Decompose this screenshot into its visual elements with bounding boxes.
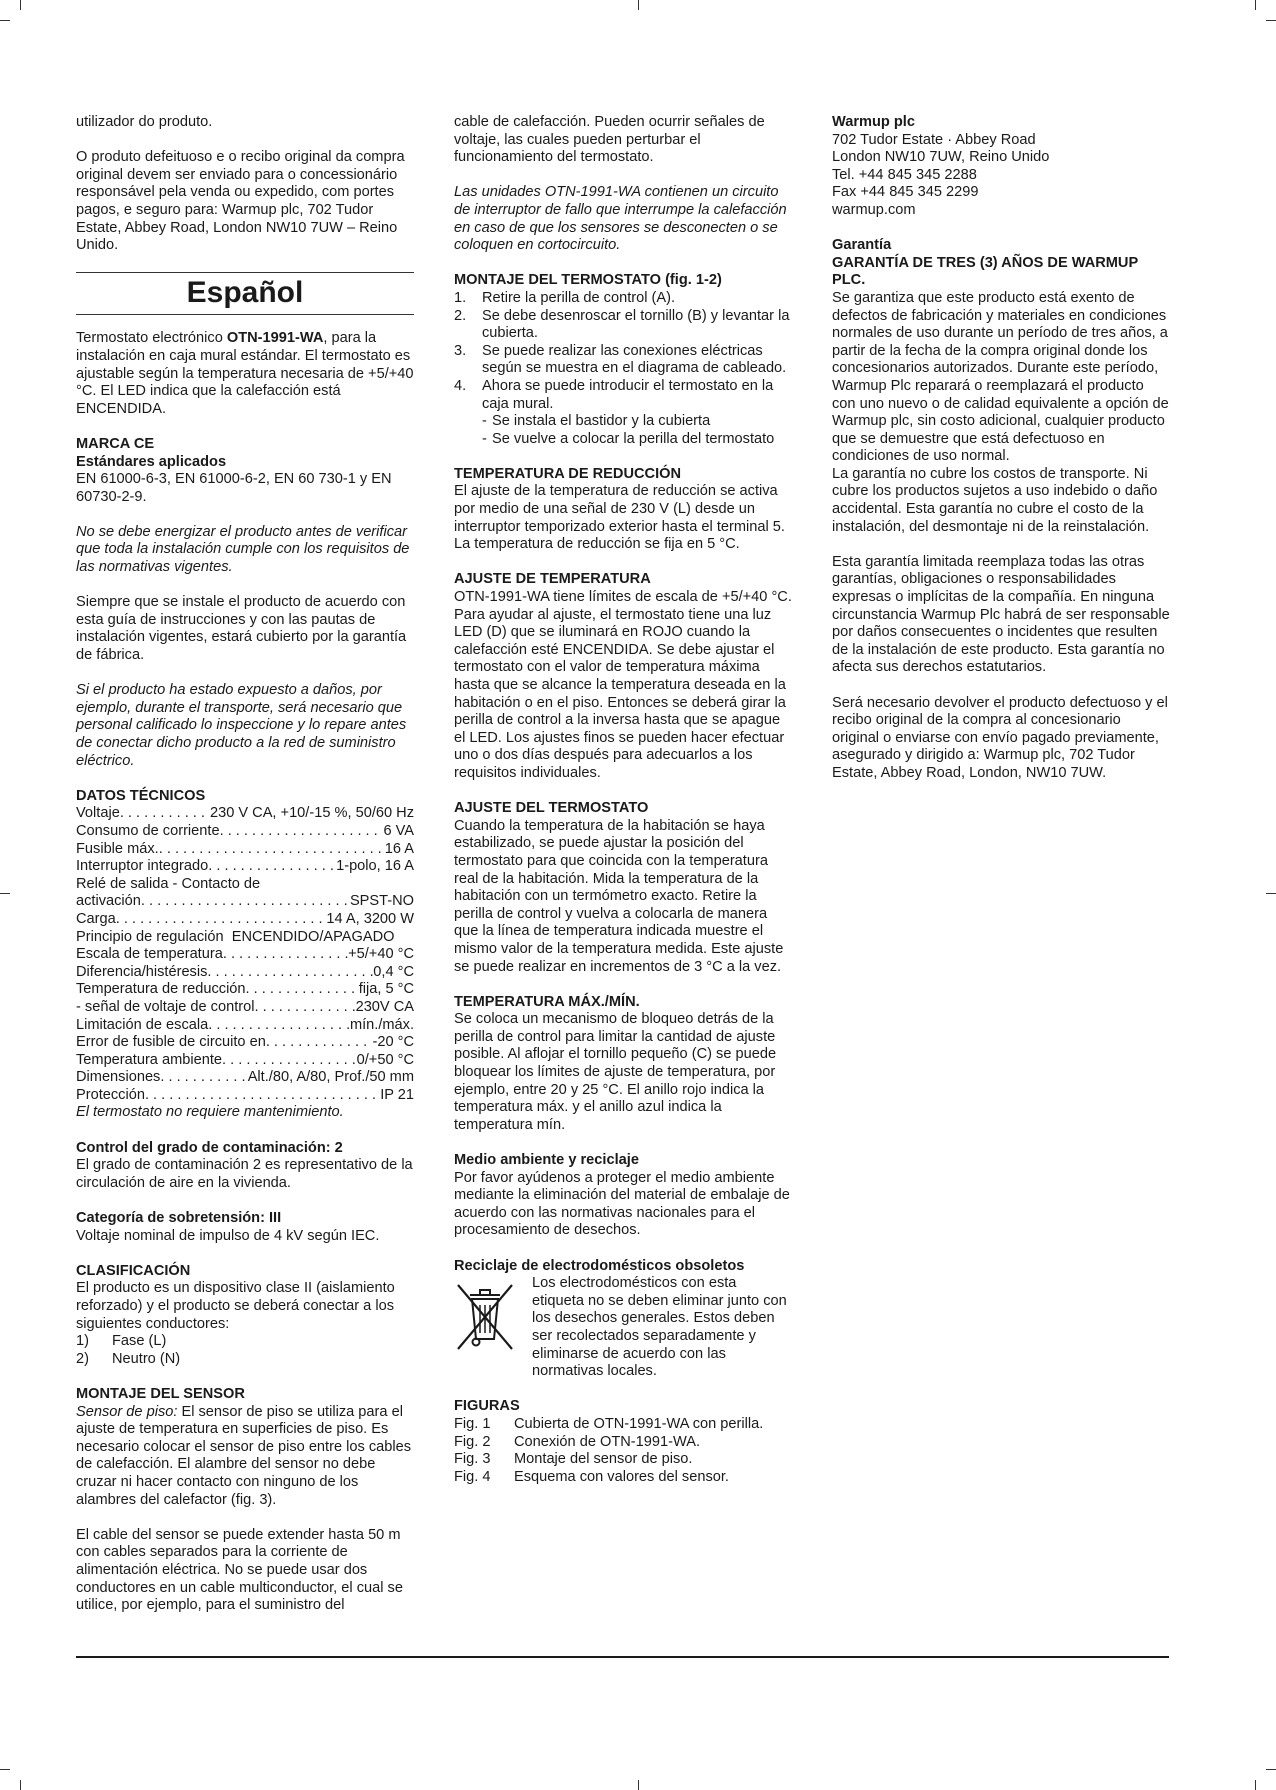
- overvoltage-heading: Categoría de sobretensión: III: [76, 1210, 282, 1227]
- sensor-block: [76, 1386, 414, 1509]
- mount-heading: MONTAJE DEL TERMOSTATO (fig. 1-2): [454, 272, 722, 289]
- crop-mark: [0, 1769, 10, 1770]
- list-item: 1) Fase (L): [76, 1333, 167, 1350]
- figures-block: [454, 1398, 792, 1486]
- list-item: Fig. 2 Conexión de OTN-1991-WA.: [454, 1433, 701, 1450]
- ce-subheading: Estándares aplicados: [76, 453, 227, 470]
- mount-block: [454, 272, 792, 448]
- overvoltage-text: Voltaje nominal de impulso de 4 kV según IEC.: [76, 1227, 380, 1244]
- sensor-text-2: El cable del sensor se puede extender hasta 50 m con cables separados para la corriente de alimentación eléctrica. No se puede usar dos conductores en un cable multiconductor, el cual se utilice, por ejemplo, para el suministro del: [76, 1526, 403, 1614]
- address-line: London NW10 7UW, Reino Unido: [832, 149, 1050, 166]
- temp-adjust-text: OTN-1991-WA tiene límites de escala de +5/+40 °C. Para ayudar al ajuste, el termostato tiene una luz LED (D) que se iluminará en ROJO cuando la calefacción esté ENCENDIDA. Se debe ajustar el termostato con el valor de temperatura máxima hasta que se alcance la temperatura deseada en la habitación o en el piso. Entonces se deberá girar la perilla de control a la inversa hasta que se apague el LED. Los ajustes finos se pueden hacer efectuar uno o dos días después para adecuarlos a los requisitos individuales.: [454, 589, 792, 781]
- spec-row: Diferencia/histéresis . . . 0,4 °C: [76, 964, 414, 982]
- reduction-text: El ajuste de la temperatura de reducción se activa por medio de una señal de 230 V (L) desde un interruptor temporizado exterior hasta el terminal 5. La temperatura de reducción se fija en 5 °C.: [454, 483, 785, 553]
- spec-row: activación . . . SPST-NO: [76, 893, 414, 911]
- sensor-text: Sensor de piso: El sensor de piso se utiliza para el ajuste de temperatura en superficies de piso. Es necesario colocar el sensor de piso entre los cables de calefacción. El alambre del sensor no debe cruzar ni hacer contacto con ninguno de los alambres del calefactor (fig. 3).: [76, 1403, 412, 1508]
- sensor-heading: MONTAJE DEL SENSOR: [76, 1385, 245, 1402]
- warranty-heading: Garantía: [832, 237, 892, 254]
- spec-row: Voltaje . . . 230 V CA, +10/-15 %, 50/60 Hz: [76, 805, 414, 823]
- spec-row: Relé de salida - Contacto de: [76, 875, 261, 892]
- return-paragraph: Será necesario devolver el producto defectuoso y el recibo original de la compra al concesionario original o enviarse con envío pagado previamente, asegurado y dirigido a: Warmup plc, 702 Tudor Estate, Abbey Road, London, NW10 7UW.: [832, 694, 1168, 781]
- list-item: Fig. 3 Montaje del sensor de piso.: [454, 1451, 693, 1468]
- crop-mark: [20, 0, 21, 10]
- warranty-text: Se garantiza que este producto está exento de defectos de fabricación y materiales en condiciones normales de uso durante un período de tres años, a partir de la fecha de la compra original donde los concesionarios autorizados. Durante este período, Warmup Plc reparará o reemplazará el producto con uno nuevo o de calidad equivalente a opción de Warmup plc, sin costo adicional, cualquier producto que se demuestre que está defectuoso en condiciones de uso normal.: [832, 289, 1169, 465]
- company-address-block: [832, 114, 1170, 220]
- spec-row: Limitación de escala . . . mín./máx.: [76, 1017, 414, 1035]
- crop-mark: [0, 893, 10, 894]
- model-name: OTN-1991-WA: [226, 330, 324, 347]
- reduction-block: [454, 466, 792, 554]
- reduction-heading: TEMPERATURA DE REDUCCIÓN: [454, 465, 682, 482]
- crop-mark: [638, 0, 639, 10]
- tech-heading: DATOS TÉCNICOS: [76, 787, 206, 804]
- crop-mark: [1255, 1780, 1256, 1790]
- list-item: - Se vuelve a colocar la perilla del termostato: [482, 430, 775, 447]
- crop-mark: [1255, 0, 1256, 10]
- pollution-heading: Control del grado de contaminación: 2: [76, 1139, 343, 1156]
- warranty-text-2: La garantía no cubre los costos de transporte. Ni cubre los productos sujetos a uso indebido o daño accidental. Esta garantía no cubre el costo de la instalación, del desmontaje ni de la reinstalación.: [832, 465, 1158, 535]
- list-item: 4. Ahora se puede introducir el termostato en la caja mural.: [454, 377, 774, 412]
- list-item: Fig. 1 Cubierta de OTN-1991-WA con perilla.: [454, 1415, 764, 1432]
- weee-text: Los electrodomésticos con esta etiqueta no se deben eliminar junto con los desechos generales. Estos deben ser recolectados separadamente y eliminarse de acuerdo con las normativas locales.: [532, 1275, 787, 1380]
- ce-heading: MARCA CE: [76, 435, 155, 452]
- classification-heading: CLASIFICACIÓN: [76, 1262, 191, 1279]
- spec-row: Escala de temperatura . . . +5/+40 °C: [76, 946, 414, 964]
- figures-heading: FIGURAS: [454, 1398, 520, 1415]
- crop-mark: [0, 20, 10, 21]
- spec-row: Dimensiones . . . Alt./80, A/80, Prof./50 mm: [76, 1069, 414, 1087]
- classification-block: [76, 1263, 414, 1369]
- address-line: Fax +44 845 345 2299: [832, 184, 979, 201]
- spec-row: Protección . . . IP 21: [76, 1087, 414, 1105]
- crop-mark: [1266, 20, 1276, 21]
- list-item: 2. Se debe desenroscar el tornillo (B) y levantar la cubierta.: [454, 307, 790, 342]
- section-title-espanol: Español: [76, 272, 414, 315]
- guarantee-paragraph: Siempre que se instale el producto de acuerdo con esta guía de instrucciones y con las pautas de instalación vigentes, estará cubierto por la garantía de fábrica.: [76, 594, 407, 664]
- spec-row: Fusible máx. . . . 16 A: [76, 841, 414, 859]
- thermostat-adjust-block: [454, 800, 792, 976]
- list-item: 3. Se puede realizar las conexiones eléctricas según se muestra en el diagrama de cableado.: [454, 342, 787, 377]
- spec-row: Temperatura ambiente . . . 0/+50 °C: [76, 1052, 414, 1070]
- list-item: 2) Neutro (N): [76, 1350, 181, 1367]
- crossed-out-wheelie-bin-icon: [454, 1279, 516, 1353]
- maxmin-heading: TEMPERATURA MÁX./MÍN.: [454, 993, 640, 1010]
- bottom-rule: [76, 1656, 1169, 1658]
- address-line: 702 Tudor Estate · Abbey Road: [832, 131, 1036, 148]
- warning-damage: Si el producto ha estado expuesto a daños, por ejemplo, durante el transporte, será necesario que personal calificado lo inspeccione y lo repare antes de conectar dicho producto a la red de suministro eléctrico.: [76, 682, 407, 769]
- fault-circuit-note: Las unidades OTN-1991-WA contienen un circuito de interruptor de fallo que interrumpe la calefacción en caso de que los sensores se desconecten o se coloquen en cortocircuito.: [454, 184, 787, 254]
- company-name: Warmup plc: [832, 114, 915, 130]
- overvoltage-block: [76, 1210, 414, 1245]
- pollution-text: El grado de contaminación 2 es representativo de la circulación de aire en la vivienda.: [76, 1157, 413, 1191]
- pollution-block: [76, 1140, 414, 1193]
- classification-text: El producto es un dispositivo clase II (aislamiento reforzado) y el producto se deberá conectar a los siguientes conductores:: [76, 1280, 395, 1332]
- spec-row: Carga . . . 14 A, 3200 W: [76, 911, 414, 929]
- column-1: [76, 114, 414, 1615]
- address-line: Tel. +44 845 345 2288: [832, 166, 977, 183]
- crop-mark: [638, 1780, 639, 1790]
- thermostat-adjust-heading: AJUSTE DEL TERMOSTATO: [454, 800, 649, 817]
- spec-row: Error de fusible de circuito en . . . -20 °C: [76, 1034, 414, 1052]
- warning-energize: No se debe energizar el producto antes de verificar que toda la instalación cumple con los requisitos de las normativas vigentes.: [76, 523, 410, 576]
- environment-block: [454, 1152, 792, 1240]
- spec-row: - señal de voltaje de control . . . 230V CA: [76, 999, 414, 1017]
- tech-data-block: [76, 788, 414, 1122]
- ce-mark-block: [76, 436, 414, 506]
- list-item: - Se instala el bastidor y la cubierta: [482, 413, 711, 430]
- maxmin-text: Se coloca un mecanismo de bloqueo detrás de la perilla de control para limitar la cantidad de ajuste posible. Al aflojar el tornillo pequeño (C) se puede bloquear los límites de ajuste de temperatura, por ejemplo, entre 20 y 25 °C. El anillo rojo indica la temperatura máx. y el anillo azul indica la temperatura mín.: [454, 1011, 777, 1133]
- warranty-subheading: GARANTÍA DE TRES (3) AÑOS DE WARMUP PLC.: [832, 254, 1138, 289]
- list-item: Fig. 4 Esquema con valores del sensor.: [454, 1468, 729, 1485]
- list-item: 1. Retire la perilla de control (A).: [454, 289, 676, 306]
- portuguese-return-paragraph: O produto defeituoso e o recibo original da compra original devem ser enviado para o concessionário responsável pela venda ou expedido, com portes pagos, e seguro para: Warmup plc, 702 Tudor Estate, Abbey Road, London NW10 7UW – Reino Unido.: [76, 149, 405, 254]
- limited-warranty-paragraph: Esta garantía limitada reemplaza todas las otras garantías, obligaciones o responsabilidades expresas o implícitas de la compañía. En ninguna circunstancia Warmup Plc habrá de ser responsable por daños consecuentes o incidentes que resulten de la instalación de este producto. Esta garantía no afecta sus derechos estatutarios.: [832, 553, 1170, 676]
- address-line: warmup.com: [832, 201, 916, 218]
- crop-mark: [1266, 893, 1276, 894]
- spec-row: Temperatura de reducción . . . fija, 5 °C: [76, 981, 414, 999]
- temp-adjust-heading: AJUSTE DE TEMPERATURA: [454, 571, 651, 588]
- warranty-block: [832, 237, 1170, 536]
- temp-adjust-block: [454, 571, 792, 782]
- sensor-text-continued: cable de calefacción. Pueden ocurrir señales de voltaje, las cuales pueden perturbar el funcionamiento del termostato.: [454, 114, 765, 166]
- intro-paragraph: Termostato electrónico OTN-1991-WA, para la instalación en caja mural estándar. El termostato es ajustable según la temperatura necesaria de +5/+40 °C. El LED indica que la calefacción está ENCENDIDA.: [76, 330, 414, 417]
- column-3: [832, 114, 1170, 800]
- weee-block: [454, 1258, 792, 1381]
- crop-mark: [1266, 1769, 1276, 1770]
- thermostat-adjust-text: Cuando la temperatura de la habitación se haya estabilizado, se puede ajustar la posición del termostato para que coincida con la temperatura real de la habitación. Mida la temperatura de la habitación con un termómetro exacto. Retire la perilla de control y vuelva a colocarla de manera que la línea de temperatura indicada muestre el mismo valor de la temperatura medida. Este ajuste se puede realizar en incrementos de 3 °C a la vez.: [454, 817, 784, 975]
- tech-note: El termostato no requiere mantenimiento.: [76, 1104, 344, 1121]
- environment-heading: Medio ambiente y reciclaje: [454, 1152, 639, 1169]
- crop-mark: [20, 1780, 21, 1790]
- environment-text: Por favor ayúdenos a proteger el medio ambiente mediante la eliminación del material de embalaje de acuerdo con las normativas nacionales para el procesamiento de desechos.: [454, 1169, 790, 1239]
- spec-row: Interruptor integrado . . . 1-polo, 16 A: [76, 858, 414, 876]
- column-2: [454, 114, 792, 1504]
- spec-row: Principio de regulación ENCENDIDO/APAGADO: [76, 928, 395, 945]
- maxmin-block: [454, 994, 792, 1135]
- weee-heading: Reciclaje de electrodomésticos obsoletos: [454, 1257, 745, 1274]
- portuguese-text-continued: utilizador do produto.: [76, 114, 213, 130]
- ce-standards: EN 61000-6-3, EN 61000-6-2, EN 60 730-1 y EN 60730-2-9.: [76, 471, 392, 505]
- spec-row: Consumo de corriente . . . 6 VA: [76, 823, 414, 841]
